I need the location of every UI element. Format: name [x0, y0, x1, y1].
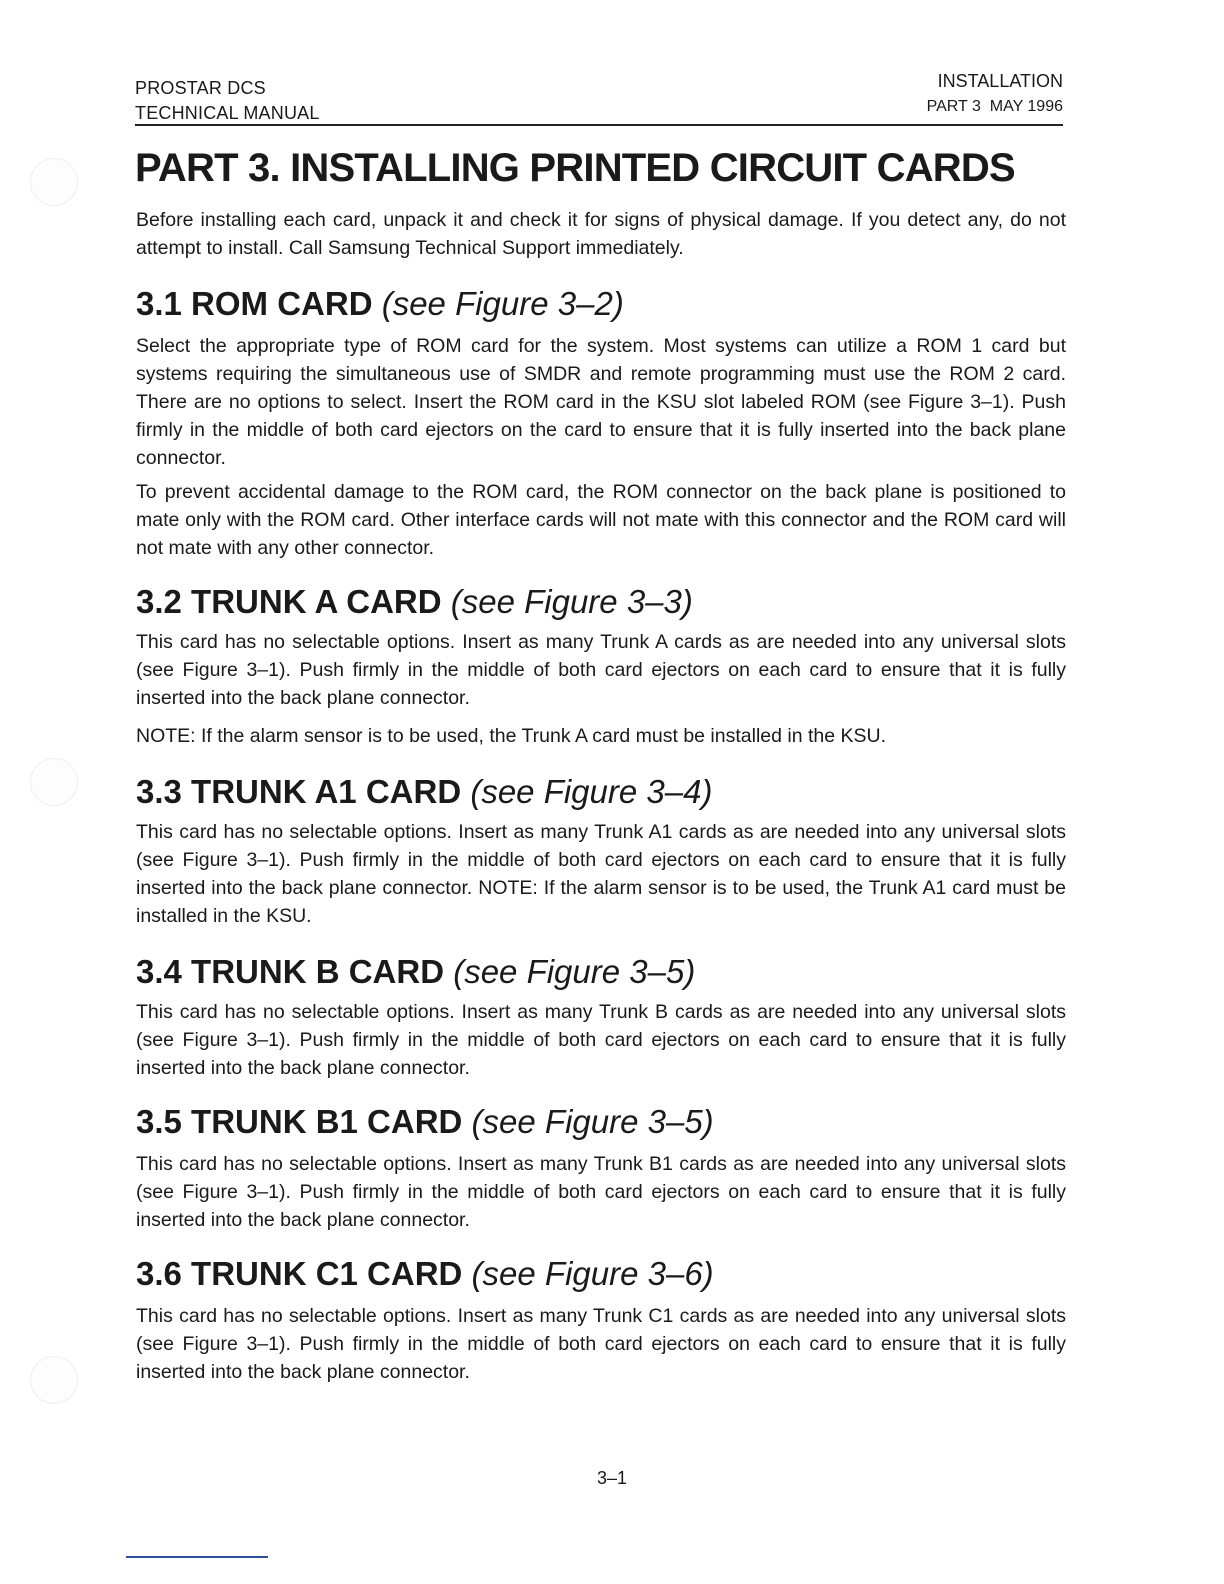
figure-reference: (see Figure 3–5) [471, 1103, 714, 1140]
figure-reference: (see Figure 3–2) [381, 285, 624, 322]
figure-reference: (see Figure 3–6) [471, 1255, 714, 1292]
section-heading-3-1 [136, 282, 1066, 326]
section-title: 3.6 TRUNK C1 CARD [136, 1255, 463, 1292]
header-right [927, 69, 1063, 119]
intro-paragraph: Before installing each card, unpack it and check it for signs of physical damage. If you detect any, do not attempt to install. Call Samsung Technical Support immediately. [136, 209, 1066, 259]
section-heading-3-3 [136, 770, 1066, 814]
section-paragraph: This card has no selectable options. Insert as many Trunk A cards as are needed into any universal slots (see Figure 3–1). Push firmly in the middle of both card ejectors on each card to ensure that it is fully inserted into the back plane connector. [136, 631, 1066, 709]
punch-hole [30, 1356, 78, 1404]
figure-reference: (see Figure 3–5) [453, 953, 696, 990]
section-note: NOTE: If the alarm sensor is to be used, the Trunk A card must be installed in the KSU. [136, 725, 887, 747]
header-chapter: INSTALLATION [937, 71, 1063, 91]
figure-reference: (see Figure 3–4) [470, 773, 713, 810]
section-title: 3.1 ROM CARD [136, 285, 373, 322]
section-title: 3.3 TRUNK A1 CARD [136, 773, 462, 810]
header-manual: TECHNICAL MANUAL [135, 103, 320, 123]
footer-rule [126, 1556, 268, 1558]
section-paragraph: To prevent accidental damage to the ROM card, the ROM connector on the back plane is positioned to mate only with the ROM card. Other interface cards will not mate with this connector and the ROM card will not mate with any other connector. [136, 481, 1066, 559]
section-heading-3-4 [136, 950, 1066, 994]
section-paragraph: This card has no selectable options. Insert as many Trunk A1 cards as are needed into any universal slots (see Figure 3–1). Push firmly in the middle of both card ejectors on each card to ensure that it is fully inserted into the back plane connector. NOTE: If the alarm sensor is to be used, the Trunk A1 card must be installed in the KSU. [136, 821, 1066, 927]
punch-hole [30, 158, 78, 206]
header-left [135, 76, 320, 126]
section-paragraph: This card has no selectable options. Insert as many Trunk C1 cards as are needed into any universal slots (see Figure 3–1). Push firmly in the middle of both card ejectors on each card to ensure that it is fully inserted into the back plane connector. [136, 1305, 1066, 1383]
section-heading-3-2 [136, 580, 1066, 624]
section-heading-3-6 [136, 1252, 1066, 1296]
page-header [135, 72, 1063, 126]
figure-reference: (see Figure 3–3) [450, 583, 693, 620]
section-title: 3.2 TRUNK A CARD [136, 583, 442, 620]
section-title: 3.4 TRUNK B CARD [136, 953, 445, 990]
page-title: PART 3. INSTALLING PRINTED CIRCUIT CARDS [135, 146, 1015, 190]
section-title: 3.5 TRUNK B1 CARD [136, 1103, 463, 1140]
page-number: 3–1 [596, 1468, 628, 1488]
section-heading-3-5 [136, 1100, 1066, 1144]
section-paragraph: Select the appropriate type of ROM card for the system. Most systems can utilize a ROM 1 card but systems requiring the simultaneous use of SMDR and remote programming must use the ROM 2 card. There are no options to select. Insert the ROM card in the KSU slot labeled ROM (see Figure 3–1). Push firmly in the middle of both card ejectors on the card to ensure that it is fully inserted into the back plane connector. [136, 335, 1066, 469]
punch-hole [30, 758, 78, 806]
header-part-date: PART 3 MAY 1996 [926, 98, 1063, 115]
header-product: PROSTAR DCS [135, 78, 266, 98]
section-paragraph: This card has no selectable options. Insert as many Trunk B cards as are needed into any universal slots (see Figure 3–1). Push firmly in the middle of both card ejectors on each card to ensure that it is fully inserted into the back plane connector. [136, 1001, 1066, 1079]
section-paragraph: This card has no selectable options. Insert as many Trunk B1 cards as are needed into any universal slots (see Figure 3–1). Push firmly in the middle of both card ejectors on each card to ensure that it is fully inserted into the back plane connector. [136, 1153, 1066, 1231]
